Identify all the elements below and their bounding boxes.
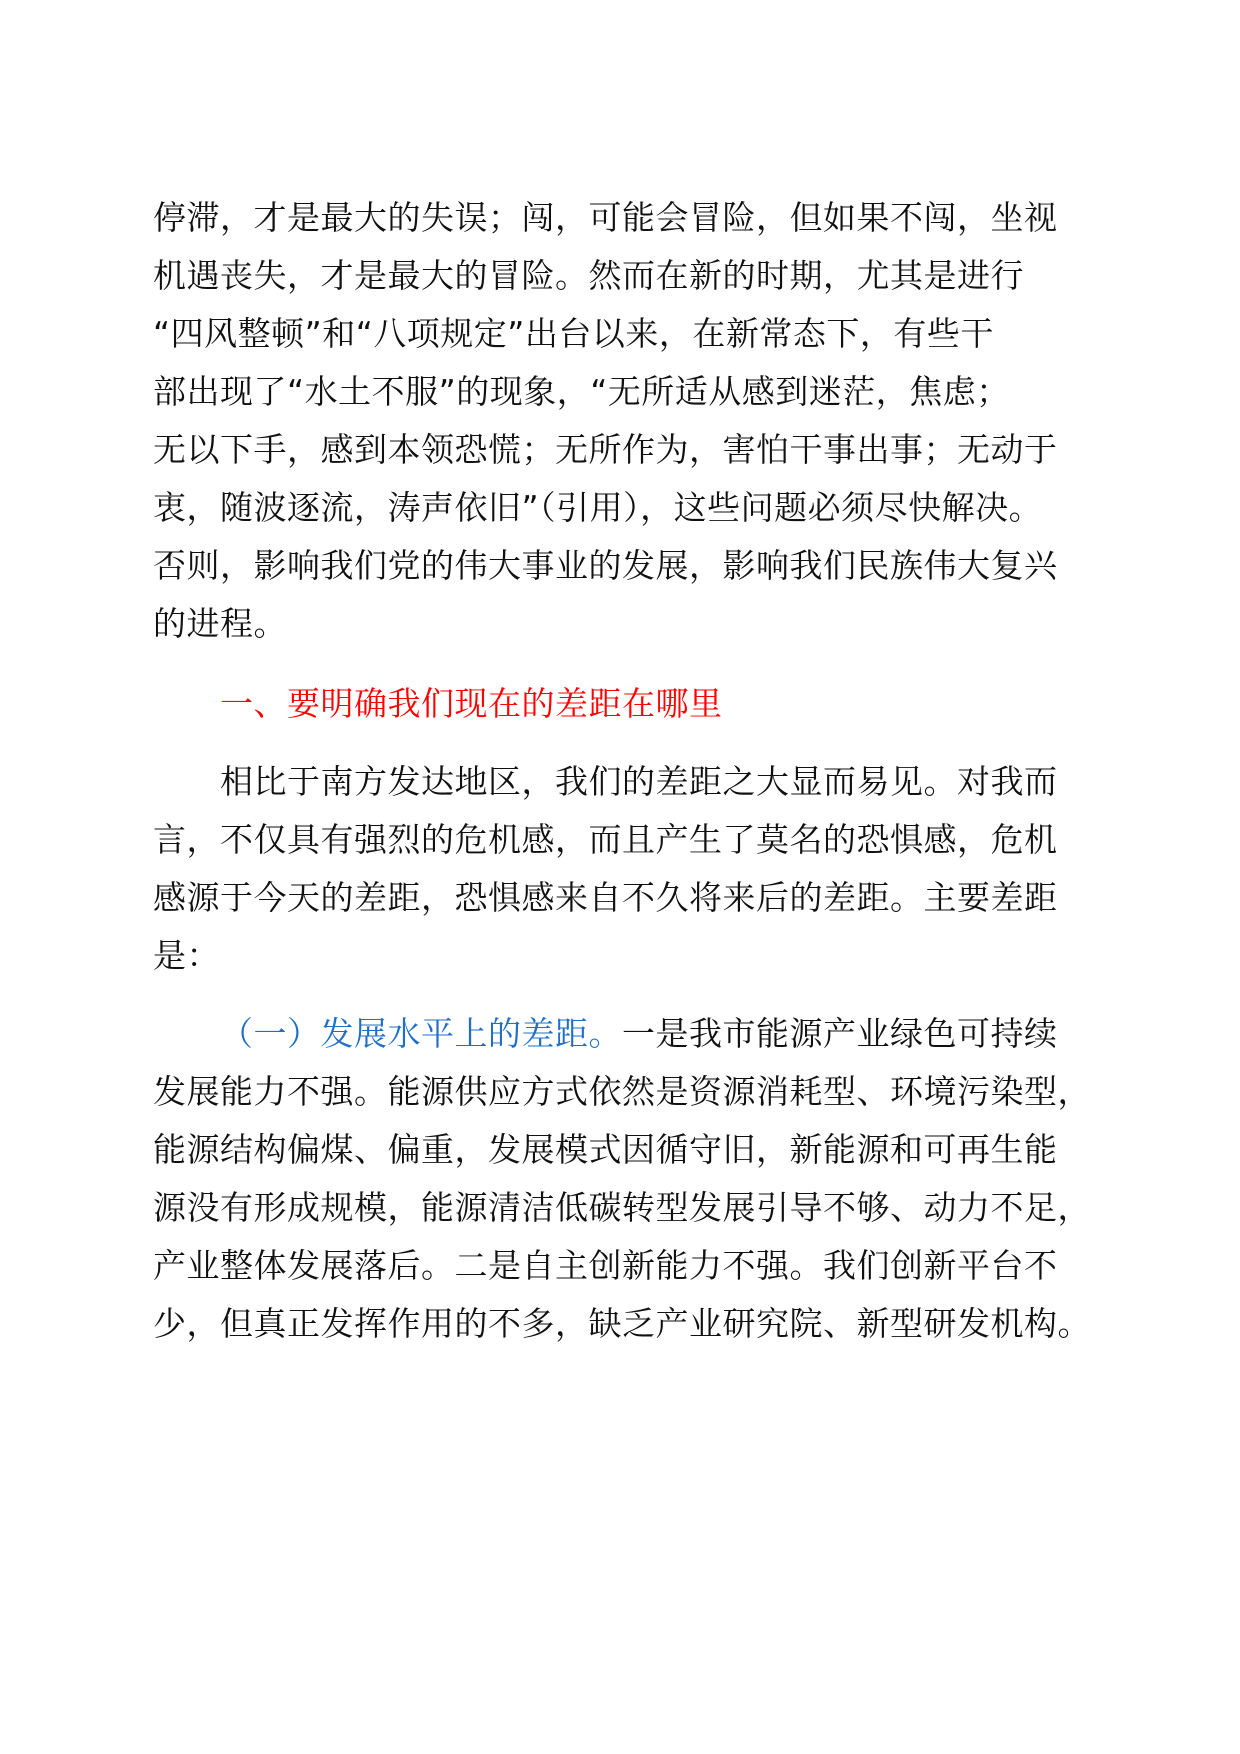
paragraph-line: 是： [153, 936, 220, 975]
paragraph-line: 言，不仅具有强烈的危机感，而且产生了莫名的恐惧感，危机 [153, 820, 1058, 859]
paragraph-line: 能源结构偏煤、偏重，发展模式因循守旧，新能源和可再生能 [153, 1130, 1058, 1169]
paragraph-line: 少，但真正发挥作用的不多，缺乏产业研究院、新型研发机构。 [153, 1304, 1091, 1343]
paragraph-line: 部出现了“水土不服”的现象，“无所适从感到迷茫，焦虑； [153, 372, 1010, 411]
paragraph-line: 发展能力不强。能源供应方式依然是资源消耗型、环境污染型， [153, 1072, 1091, 1111]
paragraph-line: 的进程。 [153, 604, 287, 643]
paragraph-line: 衷，随波逐流，涛声依旧”（引用），这些问题必须尽快解决。 [153, 488, 1043, 527]
paragraph-line: 无以下手，感到本领恐慌；无所作为，害怕干事出事；无动于 [153, 430, 1058, 469]
paragraph-line: 产业整体发展落后。二是自主创新能力不强。我们创新平台不 [153, 1246, 1058, 1285]
paragraph-line: “四风整顿”和“八项规定”出台以来，在新常态下，有些干 [153, 314, 994, 353]
paragraph-line: 相比于南方发达地区，我们的差距之大显而易见。对我而 [220, 762, 1058, 801]
paragraph-line: 停滞，才是最大的失误；闯，可能会冒险，但如果不闯，坐视 [153, 198, 1058, 237]
paragraph-text: 一是我市能源产业绿色可持续 [622, 1014, 1058, 1053]
paragraph-line: 源没有形成规模，能源清洁低碳转型发展引导不够、动力不足， [153, 1188, 1091, 1227]
paragraph-line [220, 1012, 1058, 1056]
paragraph-line: 机遇丧失，才是最大的冒险。然而在新的时期，尤其是进行 [153, 256, 1024, 295]
paragraph-line: 感源于今天的差距，恐惧感来自不久将来后的差距。主要差距 [153, 878, 1058, 917]
paragraph-line: 否则，影响我们党的伟大事业的发展，影响我们民族伟大复兴 [153, 546, 1058, 585]
section-heading: 一、要明确我们现在的差距在哪里 [220, 684, 723, 723]
subheading: （一）发展水平上的差距。 [220, 1014, 622, 1053]
